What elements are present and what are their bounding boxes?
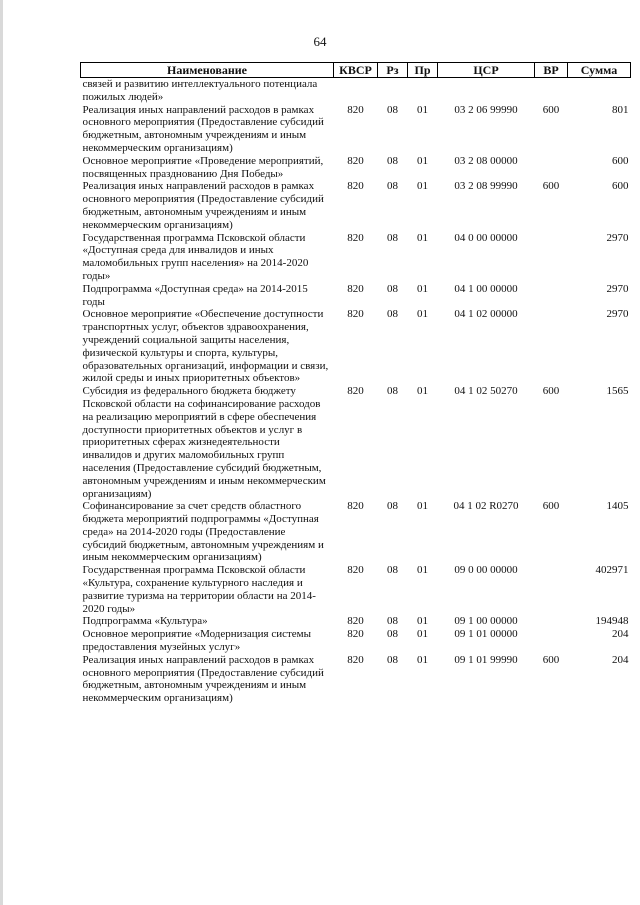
cell-pr: 01	[417, 180, 428, 193]
column-header-csr: ЦСР	[438, 63, 535, 78]
cell-pr: 01	[417, 231, 428, 244]
cell-name: Государственная программа Псковской области «Доступная среда для инвалидов и иных маломобильных групп населения» на 2014-2020 годы»	[82, 231, 309, 282]
column-header-name: Наименование	[81, 63, 334, 78]
cell-name: Реализация иных направлений расходов в рамках основного мероприятия (Предоставление субсидий бюджетным, автономным учреждениям и иным некоммерческим организациям)	[82, 103, 324, 154]
cell-kvsr: 820	[347, 282, 364, 295]
cell-rz: 08	[387, 653, 398, 666]
cell-csr: 03 2 06 99990	[454, 103, 518, 116]
table-row	[81, 385, 631, 500]
table-row	[81, 104, 631, 155]
cell-pr: 01	[417, 615, 428, 628]
cell-csr: 04 1 02 50270	[454, 385, 518, 398]
cell-pr: 01	[417, 628, 428, 641]
table-body	[81, 78, 631, 706]
cell-kvsr: 820	[347, 385, 364, 398]
cell-kvsr: 820	[347, 564, 364, 577]
cell-sum: 204	[612, 653, 629, 666]
cell-kvsr: 820	[347, 653, 364, 666]
table-row	[81, 283, 631, 309]
cell-sum: 2970	[606, 308, 629, 321]
cell-csr: 09 0 00 00000	[454, 564, 518, 577]
cell-rz: 08	[387, 500, 398, 513]
cell-pr: 01	[417, 308, 428, 321]
cell-sum: 402971	[595, 564, 629, 577]
cell-csr	[438, 78, 535, 104]
cell-sum: 600	[612, 154, 629, 167]
cell-sum: 2970	[606, 282, 629, 295]
cell-rz: 08	[387, 180, 398, 193]
table-row	[81, 232, 631, 283]
cell-rz	[378, 78, 408, 104]
cell-csr: 03 2 08 99990	[454, 180, 518, 193]
cell-kvsr: 820	[347, 154, 364, 167]
cell-csr: 04 0 00 00000	[454, 231, 518, 244]
cell-csr: 04 1 00 00000	[454, 282, 518, 295]
cell-kvsr: 820	[347, 500, 364, 513]
table-row	[81, 564, 631, 615]
cell-csr: 09 1 00 00000	[454, 615, 518, 628]
cell-rz: 08	[387, 308, 398, 321]
cell-name: Основное мероприятие «Модернизация системы предоставления музейных услуг»	[82, 628, 312, 654]
cell-name: Реализация иных направлений расходов в рамках основного мероприятия (Предоставление субсидий бюджетным, автономным учреждениям и иным некоммерческим организациям)	[82, 180, 324, 231]
budget-table	[80, 62, 631, 705]
cell-sum	[568, 78, 631, 104]
table-row	[81, 308, 631, 385]
table-row	[81, 628, 631, 654]
cell-pr: 01	[417, 500, 428, 513]
cell-kvsr: 820	[347, 103, 364, 116]
table-row	[81, 180, 631, 231]
column-header-sum: Сумма	[568, 63, 631, 78]
cell-vr	[535, 78, 568, 104]
cell-csr: 09 1 01 00000	[454, 628, 518, 641]
table-row	[81, 78, 631, 104]
page-edge	[0, 0, 3, 905]
column-header-rz: Рз	[378, 63, 408, 78]
cell-name: связей и развитию интеллектуального потенциала пожилых людей»	[82, 78, 318, 103]
cell-name: Софинансирование за счет средств областного бюджета мероприятий подпрограммы «Доступная среда» на 2014-2020 годы (Предоставление субсидий бюджетным, автономным учреждениям и иным некоммерческим организациям)	[82, 500, 324, 564]
cell-csr: 04 1 02 00000	[454, 308, 518, 321]
cell-vr	[535, 155, 568, 181]
cell-sum: 1405	[606, 500, 629, 513]
cell-rz: 08	[387, 385, 398, 398]
cell-kvsr: 820	[347, 308, 364, 321]
cell-name: Государственная программа Псковской области «Культура, сохранение культурного наследия и развитие туризма на территории области на 2014-2020 годы»	[82, 564, 316, 615]
cell-rz: 08	[387, 282, 398, 295]
cell-sum: 1565	[606, 385, 629, 398]
cell-name: Субсидия из федерального бюджета бюджету Псковской области на софинансирование расходов на реализацию мероприятий в сфере обеспечения доступности приоритетных объектов и услуг в приоритетных сферах жизнедеятельности инвалидов и других маломобильных групп населения (Предоставление субсидий бюджетным, автономным учреждениям и иным некоммерческим организациям)	[82, 385, 326, 500]
cell-sum: 194948	[595, 615, 629, 628]
cell-vr: 600	[542, 653, 560, 666]
cell-kvsr	[334, 78, 378, 104]
cell-vr: 600	[542, 180, 560, 193]
cell-sum: 801	[612, 103, 629, 116]
cell-name: Реализация иных направлений расходов в рамках основного мероприятия (Предоставление субсидий бюджетным, автономным учреждениям и иным некоммерческим организациям)	[82, 653, 324, 705]
cell-sum: 204	[612, 628, 629, 641]
cell-kvsr: 820	[347, 180, 364, 193]
table-header-row	[81, 63, 631, 78]
table-row	[81, 615, 631, 628]
cell-kvsr: 820	[347, 628, 364, 641]
budget-table-wrap	[80, 62, 630, 705]
cell-name: Подпрограмма «Доступная среда» на 2014-2015 годы	[82, 282, 308, 308]
table-row	[81, 500, 631, 564]
page-number: 64	[313, 34, 327, 49]
cell-vr	[535, 615, 568, 628]
cell-vr: 600	[542, 385, 560, 398]
cell-kvsr: 820	[347, 231, 364, 244]
cell-pr: 01	[417, 385, 428, 398]
cell-pr: 01	[417, 103, 428, 116]
cell-rz: 08	[387, 615, 398, 628]
cell-pr: 01	[417, 564, 428, 577]
cell-pr: 01	[417, 154, 428, 167]
cell-pr: 01	[417, 282, 428, 295]
cell-csr: 09 1 01 99990	[454, 653, 518, 666]
cell-name: Основное мероприятие «Обеспечение доступности транспортных услуг, объектов здравоохранения, учреждений социальной защиты населения, физической культуры и спорта, культуры, образовательных организаций, информации и связи, жилой среды и иных приоритетных объектов»	[82, 308, 329, 385]
cell-vr	[535, 564, 568, 615]
cell-vr	[535, 283, 568, 309]
cell-vr	[535, 628, 568, 654]
cell-csr: 03 2 08 00000	[454, 154, 518, 167]
cell-vr	[535, 308, 568, 385]
table-row	[81, 155, 631, 181]
cell-vr: 600	[542, 500, 560, 513]
cell-rz: 08	[387, 154, 398, 167]
cell-sum: 2970	[606, 231, 629, 244]
cell-name: Подпрограмма «Культура»	[82, 615, 208, 628]
cell-rz: 08	[387, 564, 398, 577]
cell-vr: 600	[542, 103, 560, 116]
cell-vr	[535, 232, 568, 283]
column-header-vr: ВР	[535, 63, 568, 78]
cell-pr	[408, 78, 438, 104]
cell-rz: 08	[387, 231, 398, 244]
cell-name: Основное мероприятие «Проведение мероприятий, посвященных празднованию Дня Победы»	[82, 154, 324, 180]
cell-sum: 600	[612, 180, 629, 193]
column-header-kvsr: КВСР	[334, 63, 378, 78]
cell-csr: 04 1 02 R0270	[453, 500, 519, 513]
cell-rz: 08	[387, 628, 398, 641]
table-row	[81, 654, 631, 705]
cell-rz: 08	[387, 103, 398, 116]
cell-kvsr: 820	[347, 615, 364, 628]
cell-pr: 01	[417, 653, 428, 666]
column-header-pr: Пр	[408, 63, 438, 78]
